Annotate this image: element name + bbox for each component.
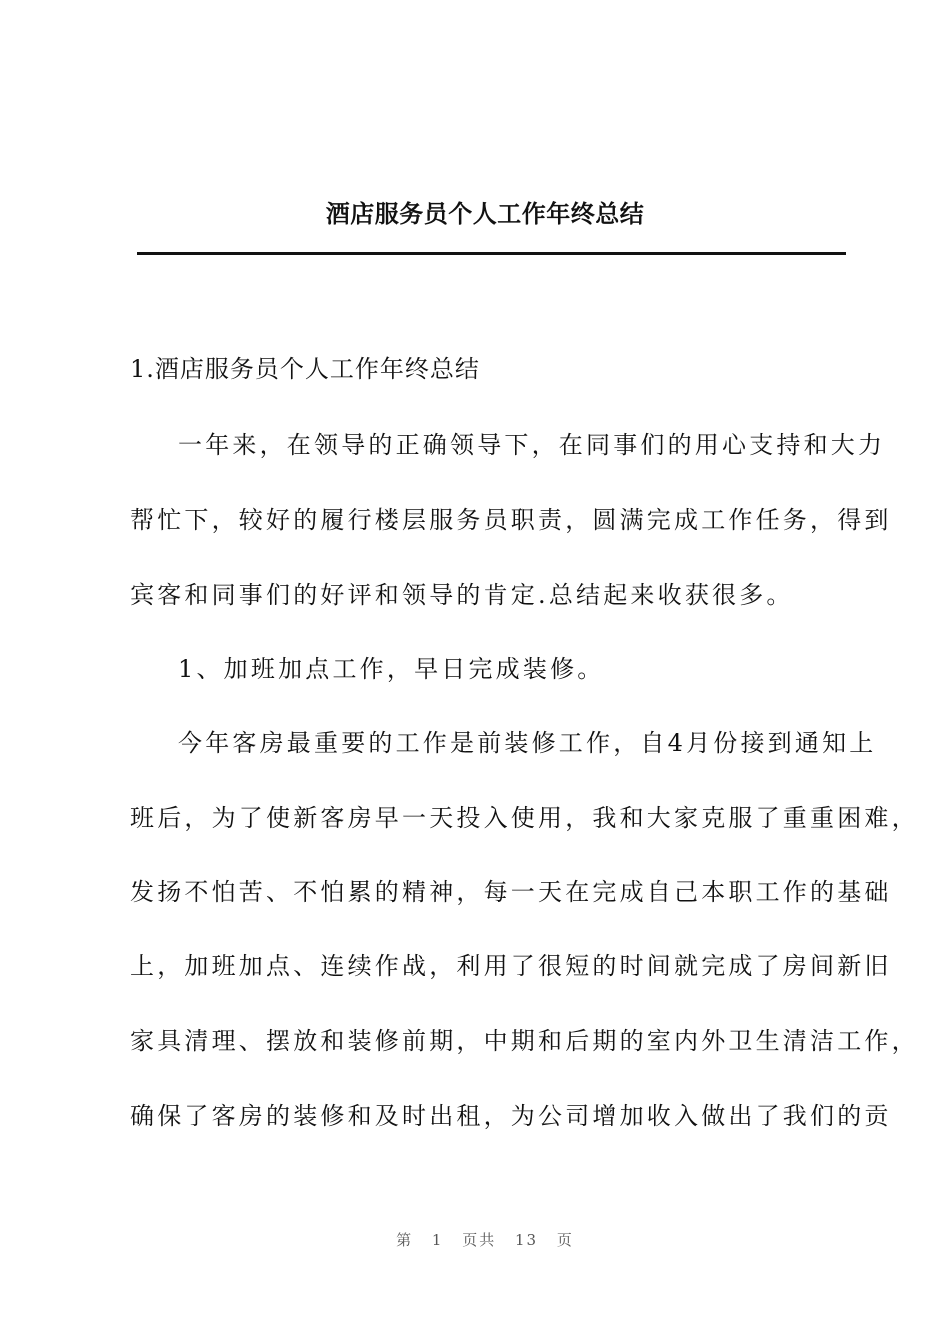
paragraph-line-10: 确保了客房的装修和及时出租，为公司增加收入做出了我们的贡 [130, 1102, 892, 1130]
footer-current-page: 1 [431, 1231, 444, 1249]
document-title: 酒店服务员个人工作年终总结 [325, 199, 645, 228]
paragraph-line-2: 帮忙下，较好的履行楼层服务员职责，圆满完成工作任务，得到 [130, 506, 892, 534]
footer-prefix: 第 [396, 1231, 414, 1249]
paragraph-line-7: 发扬不怕苦、不怕累的精神，每一天在完成自己本职工作的基础 [130, 878, 892, 906]
footer-suffix: 页 [556, 1231, 574, 1249]
paragraph-line-6: 班后，为了使新客房早一天投入使用，我和大家克服了重重困难， [130, 804, 919, 832]
section-heading: 1.酒店服务员个人工作年终总结 [130, 355, 480, 383]
footer-total-pages: 13 [515, 1231, 539, 1249]
page-footer [0, 1229, 950, 1250]
paragraph-line-8: 上，加班加点、连续作战，利用了很短的时间就完成了房间新旧 [130, 952, 892, 980]
paragraph-line-5: 今年客房最重要的工作是前装修工作，自4月份接到通知上 [178, 729, 877, 757]
paragraph-line-1: 一年来，在领导的正确领导下，在同事们的用心支持和大力 [178, 431, 886, 459]
paragraph-line-9: 家具清理、摆放和装修前期，中期和后期的室内外卫生清洁工作， [130, 1027, 919, 1055]
title-underline [137, 252, 846, 255]
footer-mid: 页共 [462, 1231, 497, 1249]
paragraph-line-3: 宾客和同事们的好评和领导的肯定.总结起来收获很多。 [130, 581, 794, 609]
subheading-line: 1、加班加点工作，早日完成装修。 [178, 655, 605, 683]
